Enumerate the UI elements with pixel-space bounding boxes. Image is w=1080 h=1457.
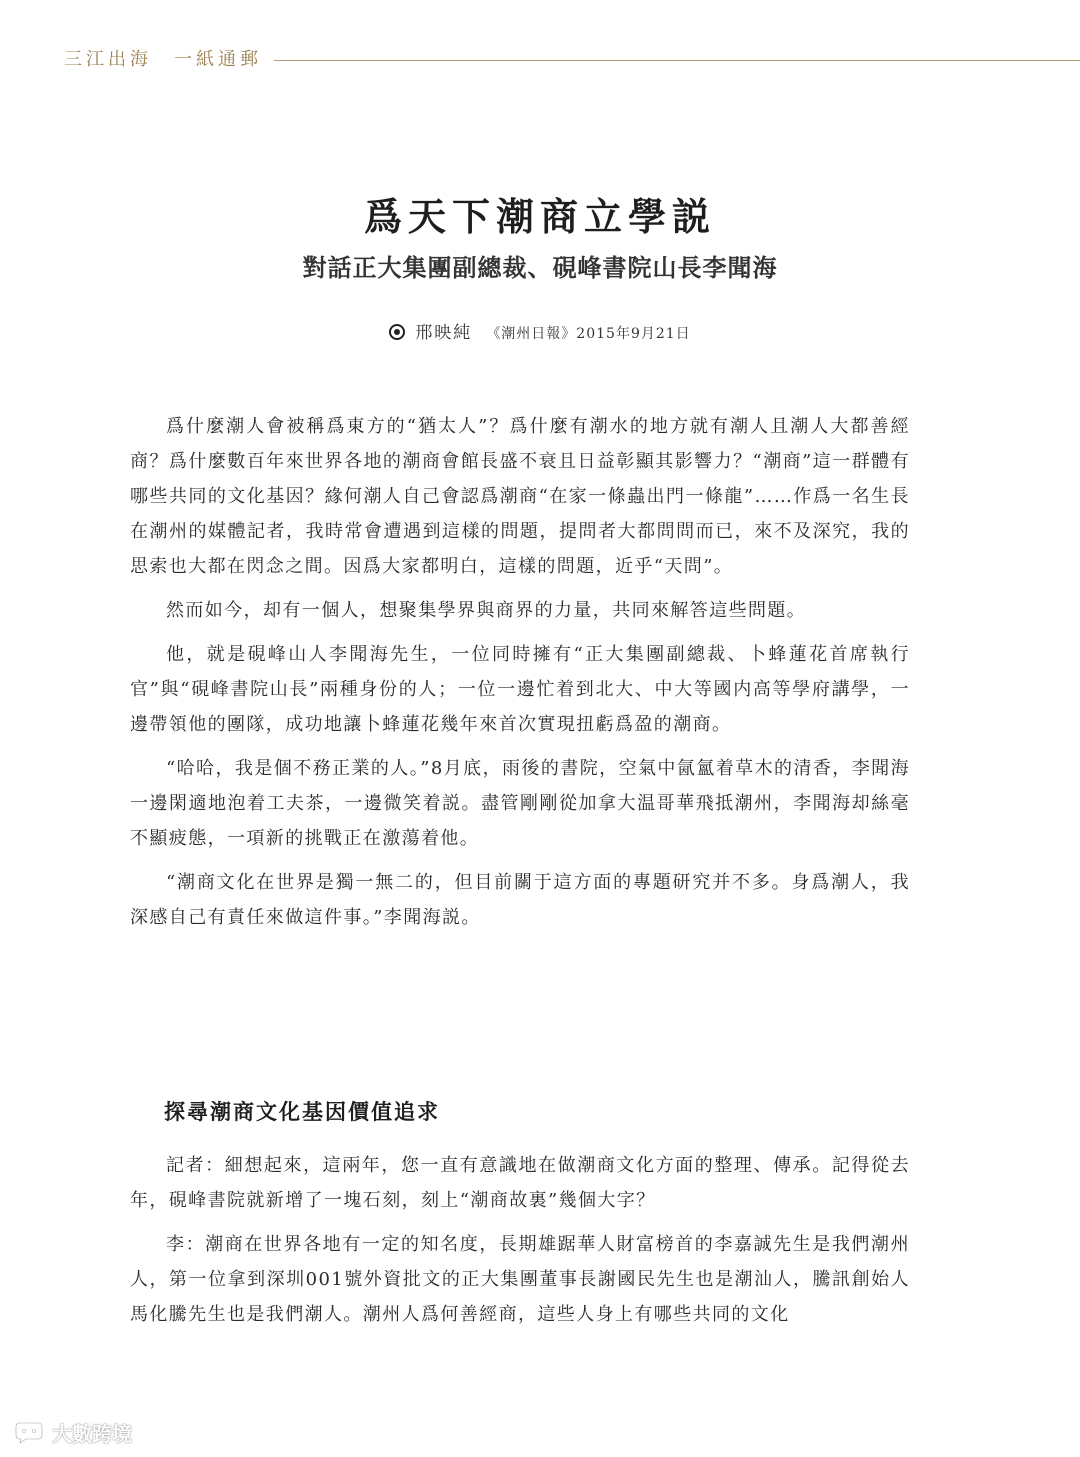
article-subtitle: 對話正大集團副總裁、硯峰書院山長李聞海 xyxy=(302,253,778,282)
paragraph: 爲什麼潮人會被稱爲東方的“猶太人”？爲什麼有潮水的地方就有潮人且潮人大都善經商？爲什麼數百年來世界各地的潮商會館長盛不衰且日益彰顯其影響力？“潮商”這一群體有哪些共同的文化基因？緣何潮人自己會認爲潮商“在家一條蟲出門一條龍”……作爲一名生長在潮州的媒體記者，我時常會遭遇到這樣的問題，提問者大都問問而已，來不及深究，我的思索也大都在閃念之間。因爲大家都明白，這樣的問題，近乎“天問”。 xyxy=(130,416,910,577)
article-title: 爲天下潮商立學説 xyxy=(363,194,716,239)
paragraph: 然而如今，却有一個人，想聚集學界與商界的力量，共同來解答這些問題。 xyxy=(166,600,807,621)
paragraph: 李：潮商在世界各地有一定的知名度，長期雄踞華人財富榜首的李嘉誠先生是我們潮州人，第一位拿到深圳001號外資批文的正大集團董事長謝國民先生也是潮汕人，騰訊創始人馬化騰先生也是我們潮人。潮州人爲何善經商，這些人身上有哪些共同的文化 xyxy=(130,1234,910,1325)
running-header xyxy=(64,44,1080,72)
watermark-logo-icon xyxy=(12,1421,46,1445)
byline xyxy=(0,318,1080,343)
header-brand-left: 三江出海 xyxy=(64,49,152,70)
byline-source: 《潮州日報》2015年9月21日 xyxy=(486,326,691,342)
section-body xyxy=(130,1148,910,1341)
article-body xyxy=(130,409,910,944)
section-heading: 探尋潮商文化基因價值追求 xyxy=(164,1100,440,1124)
header-brand xyxy=(64,45,262,71)
paragraph: 他，就是硯峰山人李聞海先生，一位同時擁有“正大集團副總裁、卜蜂蓮花首席執行官”與“硯峰書院山長”兩種身份的人；一位一邊忙着到北大、中大等國内高等學府講學，一邊帶領他的團隊，成功地讓卜蜂蓮花幾年來首次實現扭虧爲盈的潮商。 xyxy=(130,644,910,735)
header-rule xyxy=(274,60,1080,61)
paragraph: “潮商文化在世界是獨一無二的，但目前關于這方面的專題研究并不多。身爲潮人，我深感自己有責任來做這件事。”李聞海説。 xyxy=(130,872,910,928)
paragraph: “哈哈，我是個不務正業的人。”8月底，雨後的書院，空氣中氤氳着草木的清香，李聞海一邊閑適地泡着工夫茶，一邊微笑着説。盡管剛剛從加拿大温哥華飛抵潮州，李聞海却絲毫不顯疲態，一項新的挑戰正在激蕩着他。 xyxy=(130,758,910,849)
header-brand-right: 一紙通郵 xyxy=(174,49,262,70)
watermark-text: 大數跨境 xyxy=(52,1422,132,1446)
paragraph: 記者：細想起來，這兩年，您一直有意識地在做潮商文化方面的整理、傳承。記得從去年，硯峰書院就新增了一塊石刻，刻上“潮商故裏”幾個大字？ xyxy=(130,1155,910,1211)
watermark xyxy=(12,1418,132,1447)
byline-author: 邢映純 xyxy=(415,323,473,343)
bullet-icon xyxy=(389,324,405,340)
